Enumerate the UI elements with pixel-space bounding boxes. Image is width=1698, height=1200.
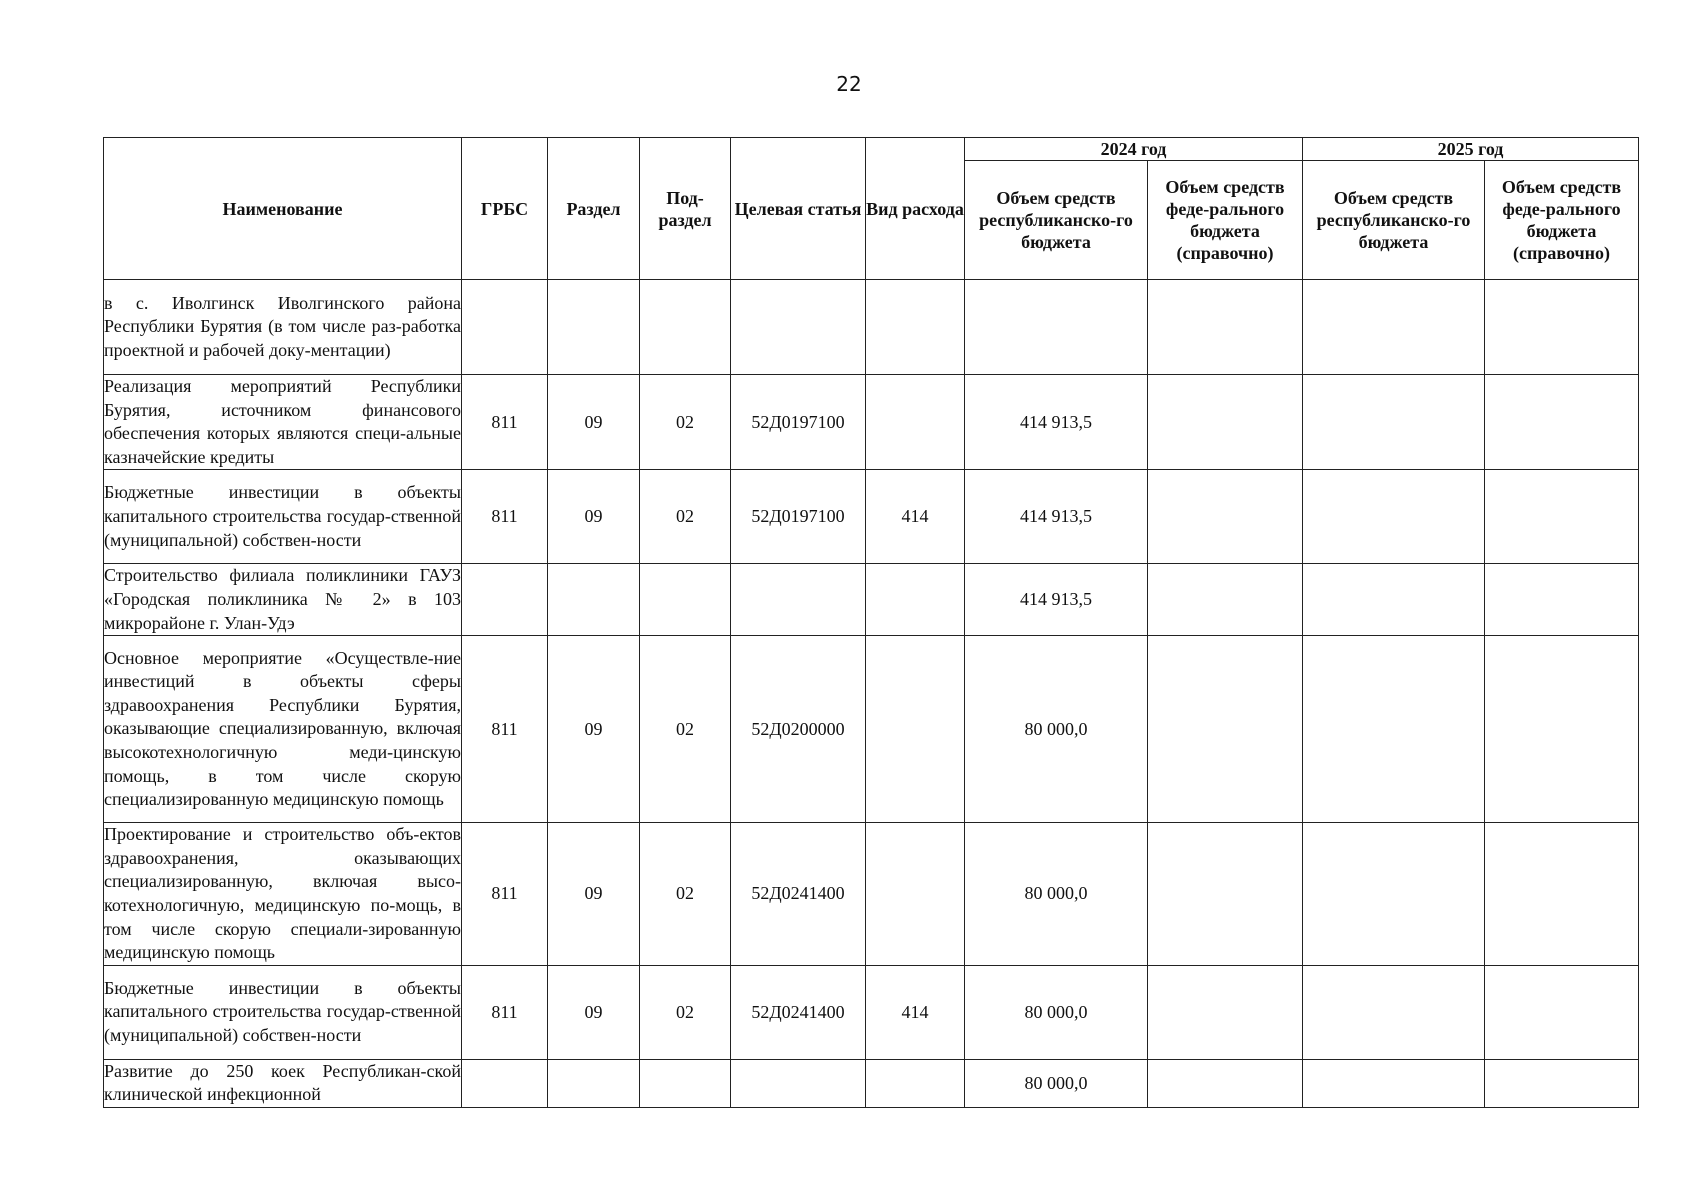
header-2025-republican: Объем средств республиканско-го бюджета [1303, 161, 1485, 280]
table-row [104, 823, 1639, 966]
cell-celevaya: 52Д0241400 [731, 823, 866, 966]
header-2025-federal: Объем средств феде-рального бюджета (справочно) [1485, 161, 1639, 280]
cell-2025-republican [1303, 636, 1485, 823]
cell-name: Бюджетные инвестиции в объекты капитального строительства государ-ственной (муниципальной) собствен-ности [104, 470, 462, 564]
cell-2025-federal [1485, 564, 1639, 636]
cell-podrazdel: 02 [640, 965, 731, 1059]
cell-razdel: 09 [548, 965, 640, 1059]
table-row [104, 1059, 1639, 1107]
cell-podrazdel: 02 [640, 375, 731, 470]
cell-2024-federal [1148, 1059, 1303, 1107]
cell-2024-republican: 414 913,5 [965, 564, 1148, 636]
cell-vid [866, 375, 965, 470]
cell-2024-republican [965, 280, 1148, 375]
table-body [104, 280, 1639, 1108]
cell-razdel [548, 280, 640, 375]
cell-grbs: 811 [462, 823, 548, 966]
header-vid-raskhoda: Вид расхода [866, 138, 965, 280]
cell-razdel: 09 [548, 470, 640, 564]
cell-grbs: 811 [462, 375, 548, 470]
header-razdel: Раздел [548, 138, 640, 280]
cell-2025-republican [1303, 280, 1485, 375]
cell-vid [866, 636, 965, 823]
cell-celevaya: 52Д0200000 [731, 636, 866, 823]
cell-celevaya [731, 564, 866, 636]
cell-2024-federal [1148, 375, 1303, 470]
header-grbs: ГРБС [462, 138, 548, 280]
cell-podrazdel: 02 [640, 636, 731, 823]
table-row [104, 280, 1639, 375]
cell-name: в с. Иволгинск Иволгинского района Республики Бурятия (в том числе раз-работка проектной и рабочей доку-ментации) [104, 280, 462, 375]
cell-grbs: 811 [462, 470, 548, 564]
cell-2025-republican [1303, 375, 1485, 470]
table-row [104, 470, 1639, 564]
cell-2024-federal [1148, 823, 1303, 966]
cell-podrazdel [640, 564, 731, 636]
cell-2025-republican [1303, 1059, 1485, 1107]
cell-name: Основное мероприятие «Осуществле-ние инвестиций в объекты сферы здравоохранения Республики Бурятия, оказывающие специализированную, включая высокотехнологичную меди-цинскую помощь, в том числе скорую специализированную медицинскую помощь [104, 636, 462, 823]
cell-vid [866, 564, 965, 636]
table-header [104, 138, 1639, 280]
cell-vid: 414 [866, 470, 965, 564]
cell-2025-republican [1303, 965, 1485, 1059]
header-podrazdel: Под-раздел [640, 138, 731, 280]
cell-razdel: 09 [548, 636, 640, 823]
cell-2024-republican: 414 913,5 [965, 375, 1148, 470]
cell-2025-republican [1303, 823, 1485, 966]
table-row [104, 965, 1639, 1059]
cell-vid [866, 1059, 965, 1107]
cell-2024-republican: 80 000,0 [965, 636, 1148, 823]
cell-podrazdel [640, 280, 731, 375]
cell-celevaya: 52Д0197100 [731, 470, 866, 564]
cell-celevaya [731, 280, 866, 375]
cell-grbs [462, 280, 548, 375]
cell-grbs [462, 564, 548, 636]
cell-2025-federal [1485, 636, 1639, 823]
cell-name: Развитие до 250 коек Республикан-ской клинической инфекционной [104, 1059, 462, 1107]
cell-celevaya [731, 1059, 866, 1107]
cell-grbs [462, 1059, 548, 1107]
cell-podrazdel: 02 [640, 823, 731, 966]
cell-grbs: 811 [462, 636, 548, 823]
cell-celevaya: 52Д0197100 [731, 375, 866, 470]
header-name: Наименование [104, 138, 462, 280]
budget-table [103, 137, 1639, 1108]
header-celevaya-statya: Целевая статья [731, 138, 866, 280]
cell-grbs: 811 [462, 965, 548, 1059]
cell-2025-republican [1303, 470, 1485, 564]
cell-2024-republican: 414 913,5 [965, 470, 1148, 564]
cell-2024-federal [1148, 965, 1303, 1059]
cell-celevaya: 52Д0241400 [731, 965, 866, 1059]
cell-2024-federal [1148, 564, 1303, 636]
header-year-2024: 2024 год [965, 138, 1303, 161]
cell-name: Проектирование и строительство объ-ектов здравоохранения, оказывающих специализированную, включая высо-котехнологичную, медицинскую по-мощь, в том числе скорую специали-зированную медицинскую помощь [104, 823, 462, 966]
header-year-2025: 2025 год [1303, 138, 1639, 161]
cell-vid: 414 [866, 965, 965, 1059]
cell-razdel: 09 [548, 823, 640, 966]
header-2024-republican: Объем средств республиканско-го бюджета [965, 161, 1148, 280]
cell-2025-federal [1485, 965, 1639, 1059]
cell-2024-republican: 80 000,0 [965, 1059, 1148, 1107]
table-row [104, 375, 1639, 470]
cell-2024-federal [1148, 280, 1303, 375]
cell-2025-federal [1485, 280, 1639, 375]
cell-name: Строительство филиала поликлиники ГАУЗ «Городская поликлиника № 2» в 103 микрорайоне г. Улан-Удэ [104, 564, 462, 636]
cell-name: Реализация мероприятий Республики Бурятия, источником финансового обеспечения которых являются специ-альные казначейские кредиты [104, 375, 462, 470]
cell-razdel [548, 1059, 640, 1107]
cell-2025-republican [1303, 564, 1485, 636]
cell-2024-federal [1148, 636, 1303, 823]
header-2024-federal: Объем средств феде-рального бюджета (справочно) [1148, 161, 1303, 280]
cell-2025-federal [1485, 823, 1639, 966]
cell-vid [866, 823, 965, 966]
cell-vid [866, 280, 965, 375]
cell-2024-federal [1148, 470, 1303, 564]
cell-razdel: 09 [548, 375, 640, 470]
cell-name: Бюджетные инвестиции в объекты капитального строительства государ-ственной (муниципальной) собствен-ности [104, 965, 462, 1059]
cell-2025-federal [1485, 1059, 1639, 1107]
cell-2025-federal [1485, 470, 1639, 564]
cell-2024-republican: 80 000,0 [965, 823, 1148, 966]
cell-podrazdel [640, 1059, 731, 1107]
page-number: 22 [836, 72, 862, 96]
table-row [104, 636, 1639, 823]
cell-2024-republican: 80 000,0 [965, 965, 1148, 1059]
table-row [104, 564, 1639, 636]
cell-2025-federal [1485, 375, 1639, 470]
cell-podrazdel: 02 [640, 470, 731, 564]
cell-razdel [548, 564, 640, 636]
